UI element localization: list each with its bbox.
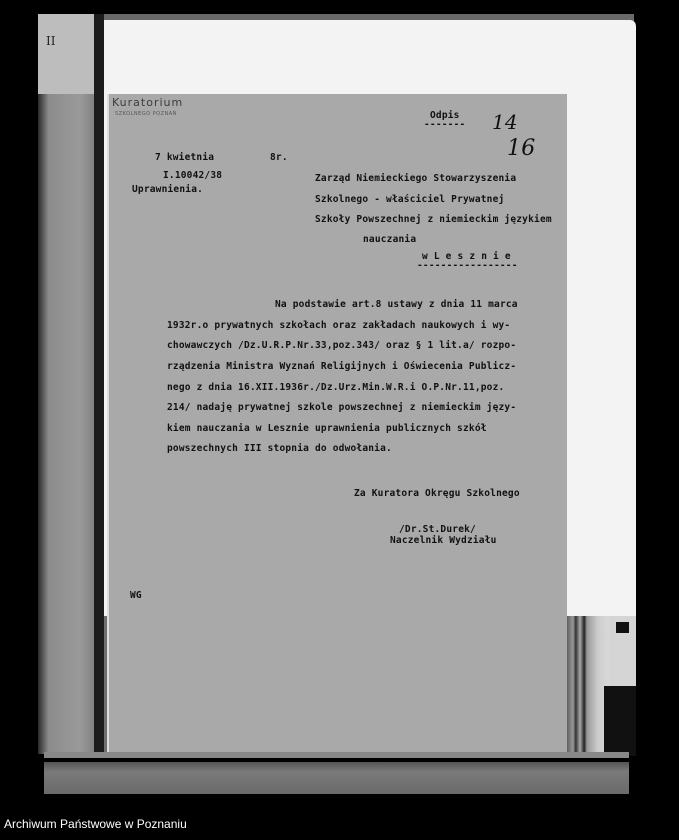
body-line: 1932r.o prywatnych szkołach oraz zakładach naukowych i wy- (167, 320, 511, 331)
body-line: rządzenia Ministra Wyznań Religijnych i Oświecenia Publicz- (167, 361, 517, 372)
body-line: powszechnych III stopnia do odwołania. (167, 443, 392, 454)
body-line: kiem nauczania w Lesznie uprawnienia publicznych szkół (167, 423, 487, 434)
document-date: 7 kwietnia (155, 152, 215, 163)
typist-initials: WG (130, 590, 142, 601)
addressee-line: Szkolnego - właściciel Prywatnej (315, 194, 505, 205)
place-underline: ----------------- (417, 260, 518, 271)
addressee-place: w L e s z n i e (422, 251, 511, 262)
stamp-subtitle: SZKOLNEGO POZNAŃ (115, 111, 177, 117)
document-subject: Uprawnienia. (132, 184, 204, 195)
addressee-line: Zarząd Niemieckiego Stowarzyszenia (315, 173, 517, 184)
signer-title: Naczelnik Wydziału (390, 535, 497, 546)
body-line: chowawczych /Dz.U.R.P.Nr.33,poz.343/ oraz § 1 lit.a/ rozpo- (167, 340, 517, 351)
handwritten-page-number: 16 (507, 136, 536, 161)
addressee-line: Szkoły Powszechnej z niemieckim językiem (315, 214, 552, 225)
archive-footer-label: Archiwum Państwowe w Poznaniu (4, 817, 187, 831)
document-edge (107, 94, 109, 752)
copy-label: Odpis (430, 110, 460, 121)
shadow (604, 686, 636, 756)
folder-spine (94, 14, 104, 754)
copy-underline: ------- (424, 119, 466, 130)
body-line: 214/ nadaję prywatnej szkole powszechnej z niemieckim języ- (167, 402, 517, 413)
signature: /Dr.St.Durek/ (399, 524, 476, 535)
stamp-title: Kuratorium (112, 96, 184, 109)
folder-bottom-edge (44, 752, 629, 758)
handwritten-mark: 14 (492, 110, 518, 134)
reference-number: I.10042/38 (163, 170, 223, 181)
document-year: 8r. (270, 152, 288, 163)
closing-line: Za Kuratora Okręgu Szkolnego (354, 488, 520, 499)
body-line: Na podstawie art.8 ustawy z dnia 11 marca (275, 299, 518, 310)
document-page (107, 94, 567, 752)
addressee-line: nauczania (363, 234, 417, 245)
folder-bottom-band (44, 762, 629, 794)
folder-margin-mark: II (46, 34, 56, 48)
tab-mark (616, 622, 629, 633)
folder-corner (38, 14, 94, 94)
body-line: nego z dnia 16.XII.1936r./Dz.Urz.Min.W.R.i O.P.Nr.11,poz. (167, 382, 505, 393)
